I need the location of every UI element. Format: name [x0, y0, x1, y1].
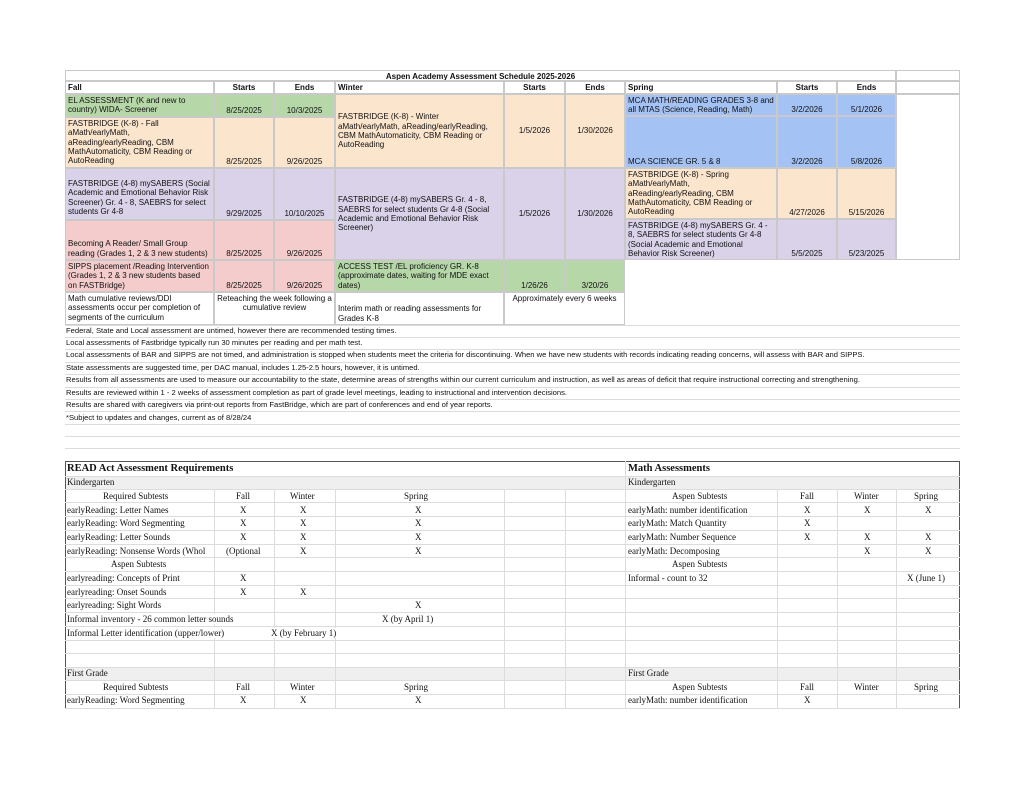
spring-row-mca-science-starts: [777, 116, 837, 168]
date: 8/25/2025: [226, 105, 262, 115]
aspen-subtests-label: Aspen Subtests: [672, 682, 728, 692]
date: 9/26/2025: [286, 248, 323, 258]
mark-winter: X: [864, 532, 871, 542]
mark-fall: X (by February 1): [271, 628, 337, 638]
read-subtest-name: earlyreading: Onset Sounds: [67, 587, 167, 597]
fall-starts-header: Starts: [214, 81, 274, 94]
mark-fall: X: [804, 532, 811, 542]
math-subtest-name: earlyMath: Number Sequence: [628, 532, 736, 542]
date: 5/1/2026: [850, 104, 883, 114]
date: 9/26/2025: [286, 156, 323, 166]
math-subtest-name: earlyMath: Decomposing: [628, 546, 720, 556]
note-line: Results are shared with caregivers via print-out reports from FastBridge, which are part of conferences and end of year reports.: [66, 400, 493, 409]
date: 3/2/2026: [791, 104, 823, 114]
note-line: State assessments are suggested time, per DAC manual, includes 1.25-2.5 hours, however, it is untimed.: [66, 363, 420, 372]
mark-spring: X: [415, 532, 422, 542]
date: 4/27/2026: [789, 207, 825, 217]
date: 1/5/2026: [518, 209, 551, 219]
spring-row-fastbridge-ends: [837, 168, 896, 219]
mark-fall: X: [240, 518, 247, 528]
required-subtests-label: Required Subtests: [103, 682, 169, 692]
mark-spring: X: [415, 695, 422, 705]
read-subtest-name: earlyReading: Word Segmenting: [67, 695, 185, 705]
row-text: FASTBRIDGE (4-8) mySABERS (Social Academic and Emotional Behavior Risk Screener) Gr. 4 - 8, SAEBRS for select students Gr 4-8: [68, 179, 210, 216]
mark-spring: X (by April 1): [382, 614, 434, 624]
col-winter: Winter: [290, 682, 315, 692]
spring-row-sabers: FASTBRIDGE (4-8) mySABERS Gr. 4 - 8, SAEBRS for select students Gr 4-8 (Social Academic and Emotional Behavior Risk Screener): [625, 219, 777, 260]
fall-row-sabers-ends: [274, 168, 335, 220]
mark-winter: X: [300, 518, 307, 528]
winter-row-access: ACCESS TEST /EL proficiency GR. K-8 (approximate dates, waiting for MDE exact dates): [335, 260, 504, 292]
col-spring: Spring: [914, 682, 939, 692]
note-line: Local assessments of Fastbridge typically run 30 minutes per reading and per math test.: [66, 338, 363, 347]
mark-fall: X: [804, 695, 811, 705]
date: 5/8/2026: [850, 156, 883, 166]
mark-spring: X: [415, 505, 422, 515]
mark-fall: X: [240, 573, 247, 583]
math-title: Math Assessments: [628, 463, 710, 474]
fall-row-sipps-ends: [274, 260, 335, 292]
empty-cell: [896, 94, 960, 260]
date: 3/20/26: [581, 280, 609, 290]
read-subtest-name: Informal inventory - 26 common letter sounds: [67, 614, 234, 624]
winter-starts-header: Starts: [504, 81, 565, 94]
mark-spring: X: [925, 505, 932, 515]
mark-winter: X: [300, 546, 307, 556]
spring-row-mca-ends: [837, 94, 896, 116]
math-subtest-name: earlyMath: Match Quantity: [628, 518, 727, 528]
mark-spring: X (June 1): [907, 573, 945, 583]
spring-row-fastbridge: FASTBRIDGE (K-8) - Spring aMath/earlyMath, aReading/earlyReading, CBM MathAutomaticity, CBM Reading or AutoReading: [625, 168, 777, 219]
mark-winter: X: [300, 532, 307, 542]
fall-row-el-starts: [214, 94, 274, 117]
note-line: Local assessments of BAR and SIPPS are not timed, and administration is stopped when students meet the criteria for discontinuing. When we have new students with records indicating reading concerns, will assess with BAR and SIPPS.: [66, 350, 865, 359]
date: 1/5/2026: [518, 126, 551, 136]
col-fall: Fall: [800, 491, 815, 501]
winter-row-interim-note: Approximately every 6 weeks: [504, 292, 625, 325]
fall-row-math-reviews-note: Reteaching the week following a cumulative review: [214, 292, 335, 325]
fall-row-bar-ends: [274, 220, 335, 260]
winter-row-fastbridge-starts: [504, 94, 565, 168]
col-fall: Fall: [800, 682, 815, 692]
read-subtest-name: earlyReading: Letter Sounds: [67, 532, 170, 542]
winter-row-access-ends: [565, 260, 625, 292]
date: 1/30/2026: [577, 126, 613, 136]
date: 10/3/2025: [286, 105, 323, 115]
mark-winter: X: [300, 505, 307, 515]
col-spring: Spring: [404, 682, 429, 692]
note-line: Federal, State and Local assessment are untimed, however there are recommended testing times.: [66, 326, 397, 335]
read-act-title: READ Act Assessment Requirements: [67, 463, 234, 474]
math-subtest-name: earlyMath: number identification: [628, 505, 748, 515]
col-spring: Spring: [404, 491, 429, 501]
empty-cell: [896, 81, 960, 94]
winter-row-fastbridge: [335, 94, 504, 168]
spring-header: Spring: [625, 81, 777, 94]
fall-row-sabers-starts: [214, 168, 274, 220]
fall-row-fastbridge-starts: [214, 117, 274, 168]
spring-ends-header: Ends: [837, 81, 896, 94]
mark-spring: X: [925, 546, 932, 556]
mark-winter: X: [864, 505, 871, 515]
read-subtest-name: Informal Letter identification (upper/lower): [67, 628, 225, 638]
row-text: FASTBRIDGE (K-8) - Winter aMath/earlyMath, aReading/earlyReading, CBM MathAutomaticity, CBM Reading or AutoReading: [338, 112, 488, 150]
mark-winter: X: [300, 695, 307, 705]
date: 1/26/26: [521, 280, 548, 290]
math-subtest-name: Informal - count to 32: [628, 573, 708, 583]
mark-spring: X: [925, 532, 932, 542]
first-grade-label: First Grade: [628, 668, 669, 678]
mark-winter: X: [864, 546, 871, 556]
row-text: Becoming A Reader/ Small Group reading (Grades 1, 2 & 3 new students): [68, 239, 208, 258]
fall-row-math-reviews: Math cumulative reviews/DDI assessments occur per completion of segments of the curriculum: [65, 292, 214, 325]
winter-row-interim: [335, 292, 504, 325]
mark-winter: X: [300, 587, 307, 597]
fall-row-fastbridge-ends: [274, 117, 335, 168]
mark-spring: X: [415, 546, 422, 556]
math-subtest-name: earlyMath: number identification: [628, 695, 748, 705]
mark-fall: X: [240, 695, 247, 705]
mark-fall: (Optional: [226, 546, 261, 556]
date: 9/29/2025: [226, 208, 262, 218]
winter-row-sabers-ends: [565, 168, 625, 260]
mark-spring: X: [415, 600, 422, 610]
required-subtests-label: Required Subtests: [103, 491, 169, 501]
fall-row-bar: [65, 220, 214, 260]
mark-fall: X: [240, 505, 247, 515]
col-fall: Fall: [236, 491, 251, 501]
note-line: Results are reviewed within 1 - 2 weeks of assessment completion as part of grade level meetings, leading to instructional and intervention decisions.: [66, 388, 568, 397]
date: 5/15/2026: [848, 207, 885, 217]
read-subtest-name: earlyReading: Nonsense Words (Whol: [67, 546, 206, 556]
spring-row-sabers-starts: [777, 219, 837, 260]
date: 8/25/2025: [226, 156, 262, 166]
spring-row-mca-starts: [777, 94, 837, 116]
fall-row-el: EL ASSESSMENT (K and new to country) WIDA- Screener: [65, 94, 214, 117]
winter-row-sabers: [335, 168, 504, 260]
mark-fall: X: [804, 505, 811, 515]
date: 10/10/2025: [284, 208, 325, 218]
fall-ends-header: Ends: [274, 81, 335, 94]
spring-row-mca-science: [625, 116, 777, 168]
note-line: *Subject to updates and changes, current as of 8/28/24: [66, 413, 252, 422]
col-winter: Winter: [854, 682, 879, 692]
col-fall: Fall: [236, 682, 251, 692]
spring-row-fastbridge-starts: [777, 168, 837, 219]
fall-row-fastbridge: FASTBRIDGE (K-8) - Fall aMath/earlyMath, aReading/earlyReading, CBM MathAutomaticity, CBM Reading or AutoReading: [65, 117, 214, 168]
read-subtest-name: earlyreading: Sight Words: [67, 600, 162, 610]
spring-row-mca: MCA MATH/READING GRADES 3-8 and all MTAS (Science, Reading, Math): [625, 94, 777, 116]
read-subtest-name: earlyreading: Concepts of Print: [67, 573, 180, 583]
schedule-title: Aspen Academy Assessment Schedule 2025-2026: [65, 70, 896, 81]
aspen-subtests-label: Aspen Subtests: [672, 491, 728, 501]
date: 3/2/2026: [791, 156, 823, 166]
mark-spring: X: [415, 518, 422, 528]
col-winter: Winter: [290, 491, 315, 501]
winter-row-fastbridge-ends: [565, 94, 625, 168]
mark-fall: X: [240, 532, 247, 542]
fall-row-bar-starts: [214, 220, 274, 260]
spring-row-mca-science-ends: [837, 116, 896, 168]
first-grade-label: First Grade: [67, 668, 108, 678]
spring-starts-header: Starts: [777, 81, 837, 94]
winter-header: Winter: [335, 81, 504, 94]
row-text: Interim math or reading assessments for Grades K-8: [338, 304, 482, 323]
date: 1/30/2026: [577, 209, 613, 219]
fall-row-sabers: [65, 168, 214, 220]
fall-row-el-ends: [274, 94, 335, 117]
aspen-subtests-label: Aspen Subtests: [111, 559, 167, 569]
read-subtest-name: earlyReading: Letter Names: [67, 505, 169, 515]
fall-row-sipps: SIPPS placement /Reading Intervention (Grades 1, 2 & 3 new students based on FASTBridge): [65, 260, 214, 292]
kindergarten-label: Kindergarten: [67, 477, 115, 487]
date: 9/26/2025: [286, 280, 323, 290]
empty-cell: [896, 70, 960, 81]
winter-row-sabers-starts: [504, 168, 565, 260]
aspen-subtests-label: Aspen Subtests: [672, 559, 728, 569]
fall-header: Fall: [65, 81, 214, 94]
kindergarten-label: Kindergarten: [628, 477, 676, 487]
date: 8/25/2025: [226, 280, 262, 290]
col-winter: Winter: [854, 491, 879, 501]
row-text: FASTBRIDGE (4-8) mySABERS Gr. 4 - 8, SAEBRS for select students Gr 4-8 (Social Academic and Emotional Behavior Risk Screener): [338, 195, 490, 233]
fall-row-sipps-starts: [214, 260, 274, 292]
spring-row-sabers-ends: [837, 219, 896, 260]
mark-fall: X: [240, 587, 247, 597]
date: 5/23/2025: [848, 248, 885, 258]
date: 5/5/2025: [791, 248, 823, 258]
note-line: Results from all assessments are used to measure our accountability to the state, determine areas of strengths within our current curriculum and instruction, as well as areas of deficit that require instructional correcting and strengthening.: [66, 375, 860, 384]
read-subtest-name: earlyReading: Word Segmenting: [67, 518, 185, 528]
mark-fall: X: [804, 518, 811, 528]
col-spring: Spring: [914, 491, 939, 501]
winter-ends-header: Ends: [565, 81, 625, 94]
row-text: MCA SCIENCE GR. 5 & 8: [628, 156, 721, 166]
date: 8/25/2025: [226, 248, 262, 258]
winter-row-access-starts: [504, 260, 565, 292]
